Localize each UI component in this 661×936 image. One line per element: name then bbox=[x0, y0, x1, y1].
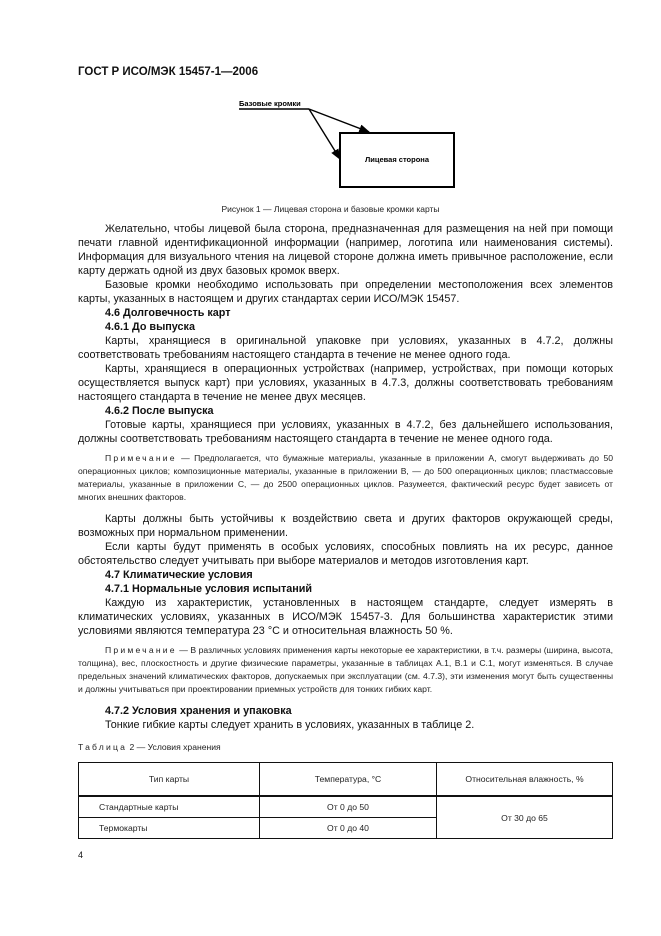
paragraph: Базовые кромки необходимо использовать при определении местоположения всех элементов карты, указанных в настоящем и других стандартах серии ИСО/МЭК 15457. bbox=[78, 279, 613, 305]
page-number: 4 bbox=[78, 850, 84, 860]
section-heading: 4.6.2 После выпуска bbox=[105, 405, 214, 417]
section-heading: 4.6 Долговечность карт bbox=[105, 307, 231, 319]
edge-label: Базовые кромки bbox=[239, 99, 301, 108]
table-cell: От 30 до 65 bbox=[437, 796, 613, 839]
table-row bbox=[79, 796, 613, 818]
paragraph: Желательно, чтобы лицевой была сторона, предназначенная для размещения на ней при помощи печати главной идентификационной информации (например, логотипа или наименования системы). Информация для визуального чтения на лицевой стороне должна иметь привычное расположение, если карту держать одной из двух базовых кромок вверх. bbox=[78, 223, 613, 277]
note bbox=[78, 644, 613, 696]
note-text: — В различных условиях применения карты некоторые ее характеристики, в т.ч. размеры (ширина, высота, толщина), вес, плоскостность и другие физические параметры, указанные в таблицах А.1, В.1 и С.1, могут изменяться. В случае предельных значений климатических факторов, допускаемых при эксплуатации (см. 4.7.3), эти изменения могут быть существенны и должны учитываться при проектировании приемных устройств для тонких гибких карт. bbox=[78, 645, 613, 694]
note bbox=[78, 452, 613, 504]
document-header: ГОСТ Р ИСО/МЭК 15457-1—2006 bbox=[78, 66, 259, 78]
table-cell: От 0 до 50 bbox=[260, 796, 437, 818]
note-text: — Предполагается, что бумажные материалы, указанные в приложении А, смогут выдерживать до 50 операционных циклов; композиционные материалы, указанные в приложении В, — до 500 операционных циклов; пластмассовые материалы, указанные в приложении С, — до 2500 операционных циклов. Разумеется, фактический ресурс будет зависеть от многих внешних факторов. bbox=[78, 453, 613, 502]
arrow-left-edge bbox=[309, 109, 340, 159]
paragraph: Готовые карты, хранящиеся при условиях, указанных в 4.7.2, без дальнейшего использования, должны соответствовать требованиям настоящего стандарта в течение не менее одного года. bbox=[78, 419, 613, 445]
table-header-row bbox=[79, 763, 613, 797]
table-cell: Стандартные карты bbox=[79, 796, 260, 818]
figure-caption: Рисунок 1 — Лицевая сторона и базовые кромки карты bbox=[221, 204, 440, 214]
note-label: Примечание bbox=[105, 645, 177, 655]
body-text bbox=[78, 222, 613, 732]
paragraph: Карты должны быть устойчивы к воздействию света и других факторов окружающей среды, возможных при нормальном применении. bbox=[78, 513, 613, 539]
section-heading: 4.7.1 Нормальные условия испытаний bbox=[105, 583, 313, 595]
section-heading: 4.6.1 До выпуска bbox=[105, 321, 195, 333]
table-caption-label: Таблица bbox=[78, 742, 128, 752]
figure-1 bbox=[0, 0, 661, 200]
table-caption-text: 2 — Условия хранения bbox=[127, 742, 221, 752]
paragraph: Карты, хранящиеся в операционных устройствах (например, устройствах, при помощи которых осуществляется выпуск карт) при условиях, указанных в 4.7.3, должны соответствовать требованиям настоящего стандарта в течение не менее двух месяцев. bbox=[78, 363, 613, 403]
table-cell: Термокарты bbox=[79, 818, 260, 839]
storage-conditions-table bbox=[78, 762, 613, 839]
column-header: Относительная влажность, % bbox=[437, 763, 613, 797]
table-caption bbox=[78, 742, 221, 752]
note-label: Примечание bbox=[105, 453, 177, 463]
paragraph: Тонкие гибкие карты следует хранить в условиях, указанных в таблице 2. bbox=[105, 719, 475, 731]
section-heading: 4.7.2 Условия хранения и упаковка bbox=[105, 705, 292, 717]
section-heading: 4.7 Климатические условия bbox=[105, 569, 253, 581]
table-cell: От 0 до 40 bbox=[260, 818, 437, 839]
face-label: Лицевая сторона bbox=[365, 155, 429, 164]
paragraph: Карты, хранящиеся в оригинальной упаковке при условиях, указанных в 4.7.2, должны соответствовать требованиям настоящего стандарта в течение не менее одного года. bbox=[78, 335, 613, 361]
arrow-top-edge bbox=[309, 109, 369, 132]
column-header: Температура, °С bbox=[260, 763, 437, 797]
column-header: Тип карты bbox=[79, 763, 260, 797]
paragraph: Каждую из характеристик, установленных в настоящем стандарте, следует измерять в климатических условиях, указанных в ИСО/МЭК 15457-3. Для большинства характеристик этими условиями являются температура 23 °С и относительная влажность 50 %. bbox=[78, 597, 613, 637]
paragraph: Если карты будут применять в особых условиях, способных повлиять на их ресурс, данное обстоятельство следует учитывать при выборе материалов и методов изготовления карт. bbox=[78, 541, 613, 567]
